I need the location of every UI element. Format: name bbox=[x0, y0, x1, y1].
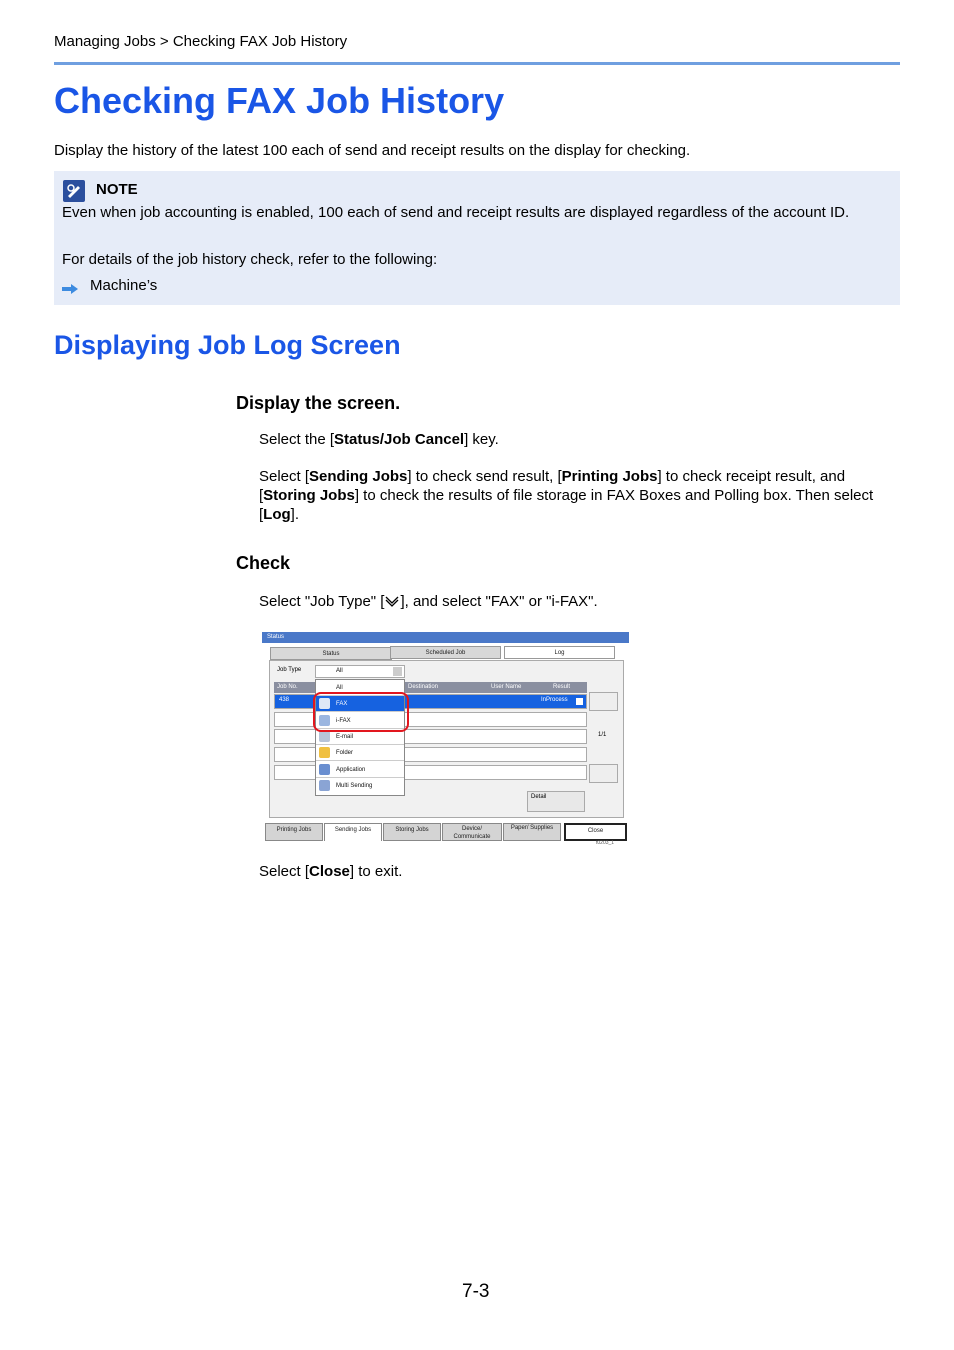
note-title: NOTE bbox=[96, 181, 138, 198]
intro-text: Display the history of the latest 100 each of send and receipt results on the display for checking. bbox=[54, 142, 691, 159]
scroll-down-button[interactable] bbox=[589, 764, 618, 783]
header-rule bbox=[54, 62, 900, 65]
note-box bbox=[54, 171, 900, 305]
breadcrumb: Managing Jobs > Checking FAX Job History bbox=[54, 33, 348, 50]
tab-sending-jobs[interactable]: Sending Jobs bbox=[324, 823, 382, 841]
column-header: User Name bbox=[491, 684, 522, 690]
page-indicator: 1/1 bbox=[598, 732, 607, 738]
dropdown-item-email[interactable]: E-mail bbox=[316, 729, 404, 745]
tab-log[interactable]: Log bbox=[504, 646, 615, 659]
section-title: Displaying Job Log Screen bbox=[54, 330, 401, 360]
step-heading: Display the screen. bbox=[236, 393, 401, 413]
step-text: Select the [Status/Job Cancel] key. bbox=[259, 431, 499, 448]
job-type-select[interactable]: All bbox=[315, 665, 405, 678]
note-icon bbox=[63, 180, 85, 202]
dropdown-item-multi-sending[interactable]: Multi Sending bbox=[316, 778, 404, 794]
job-number: 438 bbox=[279, 697, 290, 703]
chevron-down-icon[interactable] bbox=[393, 667, 402, 676]
result-status: InProcess bbox=[541, 697, 568, 703]
tab-device-communicate[interactable]: Device/ Communicate bbox=[442, 823, 502, 841]
email-icon bbox=[319, 731, 330, 742]
note-text-2: For details of the job history check, refer to the following: bbox=[62, 251, 438, 268]
tab-status[interactable]: Status bbox=[270, 647, 392, 660]
column-header: Destination bbox=[408, 684, 439, 690]
scroll-up-button[interactable] bbox=[589, 692, 618, 711]
step-heading: Check bbox=[236, 553, 291, 573]
dropdown-item-application[interactable]: Application bbox=[316, 762, 404, 778]
job-type-label: Job Type bbox=[277, 667, 302, 673]
chevron-down-icon bbox=[384, 593, 400, 612]
tab-storing-jobs[interactable]: Storing Jobs bbox=[383, 823, 441, 841]
dropdown-item-all[interactable]: All bbox=[316, 680, 404, 696]
close-button[interactable]: Close bbox=[564, 823, 627, 841]
step-text: Select "Job Type" [ ], and select "FAX" or "i-FAX". bbox=[259, 593, 598, 610]
dropdown-item-folder[interactable]: Folder bbox=[316, 745, 404, 761]
arrow-icon bbox=[62, 281, 78, 299]
status-bar: Status bbox=[262, 632, 629, 643]
dropdown-item-ifax[interactable]: i-FAX bbox=[316, 713, 404, 729]
page-number: 7-3 bbox=[462, 1281, 490, 1302]
detail-button[interactable]: Detail bbox=[527, 791, 585, 812]
folder-icon bbox=[319, 747, 330, 758]
figure-id: t0203_1 bbox=[596, 840, 615, 846]
column-header: Result bbox=[553, 684, 571, 690]
page-title: Checking FAX Job History bbox=[54, 80, 505, 121]
tab-printing-jobs[interactable]: Printing Jobs bbox=[265, 823, 323, 841]
step-text: Select [Sending Jobs] to check send result, [Printing Jobs] to check receipt result, and [Storing Jobs] to check the results of file storage in FAX Boxes and Polling box. Then select [Log]. bbox=[259, 468, 874, 523]
column-header: Job No. bbox=[277, 684, 298, 690]
application-icon bbox=[319, 764, 330, 775]
dropdown-item-fax[interactable]: FAX bbox=[316, 696, 404, 712]
reference-link[interactable]: Machine’s bbox=[90, 277, 158, 294]
status-panel bbox=[262, 632, 629, 847]
step-text: Select [Close] to exit. bbox=[259, 863, 403, 880]
tab-scheduled-job[interactable]: Scheduled Job bbox=[390, 646, 501, 659]
highlight-ring bbox=[313, 692, 409, 732]
note-text: Even when job accounting is enabled, 100 each of send and receipt results are displayed regardless of the account ID. bbox=[62, 204, 850, 221]
checkbox[interactable] bbox=[576, 698, 583, 705]
tab-paper-supplies[interactable]: Paper/ Supplies bbox=[503, 823, 561, 841]
multi-sending-icon bbox=[319, 780, 330, 791]
